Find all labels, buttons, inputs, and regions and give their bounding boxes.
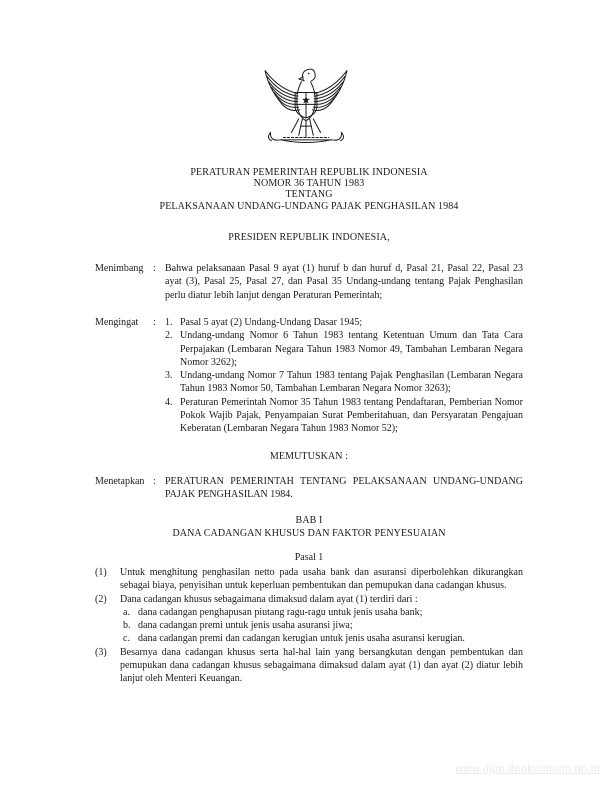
pasal1-subitem [123,632,523,645]
mengingat-item [165,329,523,369]
mengingat-item-text: Undang-undang Nomor 6 Tahun 1983 tentang Ketentuan Umum dan Tata Cara Perpajakan (Lembaran Negara Tahun 1983 Nomor 49, Tambahan Lembaran Negara Nomor 3262); [180,330,523,368]
pasal1-subitem [123,606,523,619]
pasal1-subitem-row [95,606,523,646]
menimbang-label: Menimbang [95,263,144,274]
memutuskan-heading: MEMUTUSKAN : [269,451,349,462]
title-line-tentang: TENTANG [285,189,333,201]
mengingat-section [95,316,523,436]
pasal1-subitem-text: dana cadangan premi untuk jenis usaha asuransi jiwa; [138,620,353,632]
pasal1-heading: Pasal 1 [294,552,324,563]
pasal1-subitem [123,619,523,632]
menetapkan-label: Menetapkan [95,476,145,487]
mengingat-item-number: 1. [165,317,173,328]
pasal1-subitem-letter: b. [123,620,131,632]
pasal1-subitem-letter: c. [123,633,130,645]
mengingat-item-text: Undang-undang Nomor 7 Tahun 1983 tentang Pajak Penghasilan (Lembaran Negara Tahun 1983 Nomor 50, Tambahan Lembaran Negara Nomor 3263); [180,370,523,395]
watermark-url: www.djpp.depkumham.go.id [455,763,600,775]
mengingat-label: Mengingat [95,317,139,328]
pasal1-item-text: Dana cadangan khusus sebagaimana dimaksud dalam ayat (1) terdiri dari : [120,593,418,605]
mengingat-item [165,396,523,436]
menetapkan-separator: : [153,476,156,487]
pasal1-item-text: Untuk menghitung penghasilan netto pada usaha bank dan asuransi diperbolehkan dikurangkan sebagai biaya, penyisihan untuk keperluan pembentukan dan pemupukan dana cadangan khusus. [120,567,523,592]
title-line-subject: PELAKSANAAN UNDANG-UNDANG PAJAK PENGHASILAN 1984 [159,200,459,212]
document-title-block [95,167,523,212]
pasal1-item-number: (2) [95,593,107,605]
pasal1-item-number: (3) [95,646,107,658]
mengingat-item-number: 3. [165,370,173,382]
mengingat-item-number: 4. [165,396,173,408]
bab1-number: BAB I [295,515,323,526]
title-line-number: NOMOR 36 TAHUN 1983 [253,178,365,190]
pasal1-item [95,566,523,593]
salutation: PRESIDEN REPUBLIK INDONESIA, [228,232,390,243]
garuda-pancasila-emblem [256,62,356,154]
menetapkan-section [95,475,523,502]
title-line-institution: PERATURAN PEMERINTAH REPUBLIK INDONESIA [190,167,428,178]
mengingat-item-number: 2. [165,330,173,342]
menimbang-text: Bahwa pelaksanaan Pasal 9 ayat (1) huruf b dan huruf d, Pasal 21, Pasal 22, Pasal 23 ayat (3), Pasal 25, Pasal 27, dan Pasal 35 Undang-undang tentang Pajak Penghasilan perlu diatur lebih lanjut dengan Peraturan Pemerintah; [165,263,523,301]
pasal1-item [95,593,523,606]
mengingat-item [165,316,523,329]
menimbang-section [95,262,523,302]
pasal1-body [95,566,523,686]
mengingat-item-text: Pasal 5 ayat (2) Undang-Undang Dasar 1945; [180,317,363,328]
menimbang-separator: : [153,263,156,274]
pasal1-subitem-text: dana cadangan penghapusan piutang ragu-ragu untuk jenis usaha bank; [138,606,423,618]
pasal1-item-text: Besarnya dana cadangan khusus serta hal-hal lain yang bersangkutan dengan pembentukan dan pemupukan dana cadangan khusus sebagaimana dimaksud dalam ayat (1) dan ayat (2) diatur lebih lanjut oleh Menteri Keuangan. [120,646,523,685]
mengingat-item [165,369,523,396]
mengingat-item-text: Peraturan Pemerintah Nomor 35 Tahun 1983 tentang Pendaftaran, Pemberian Nomor Pokok Wajib Pajak, Penyampaian Surat Pemberitahuan, dan Persyaratan Pengajuan Keberatan (Lembaran Negara Tahun 1983 Nomor 52); [180,396,523,435]
emblem-container [0,62,612,157]
bab1-heading-block [95,514,523,540]
pasal1-item [95,646,523,686]
pasal1-subitem-text: dana cadangan premi dan cadangan kerugian untuk jenis usaha asuransi kerugian. [138,633,465,645]
pasal1-subitem-letter: a. [123,606,130,618]
bab1-title: DANA CADANGAN KHUSUS DAN FAKTOR PENYESUAIAN [172,528,446,540]
mengingat-separator: : [153,317,156,328]
pasal1-item-number: (1) [95,567,107,578]
menetapkan-text: PERATURAN PEMERINTAH TENTANG PELAKSANAAN UNDANG-UNDANG PAJAK PENGHASILAN 1984. [165,476,523,501]
